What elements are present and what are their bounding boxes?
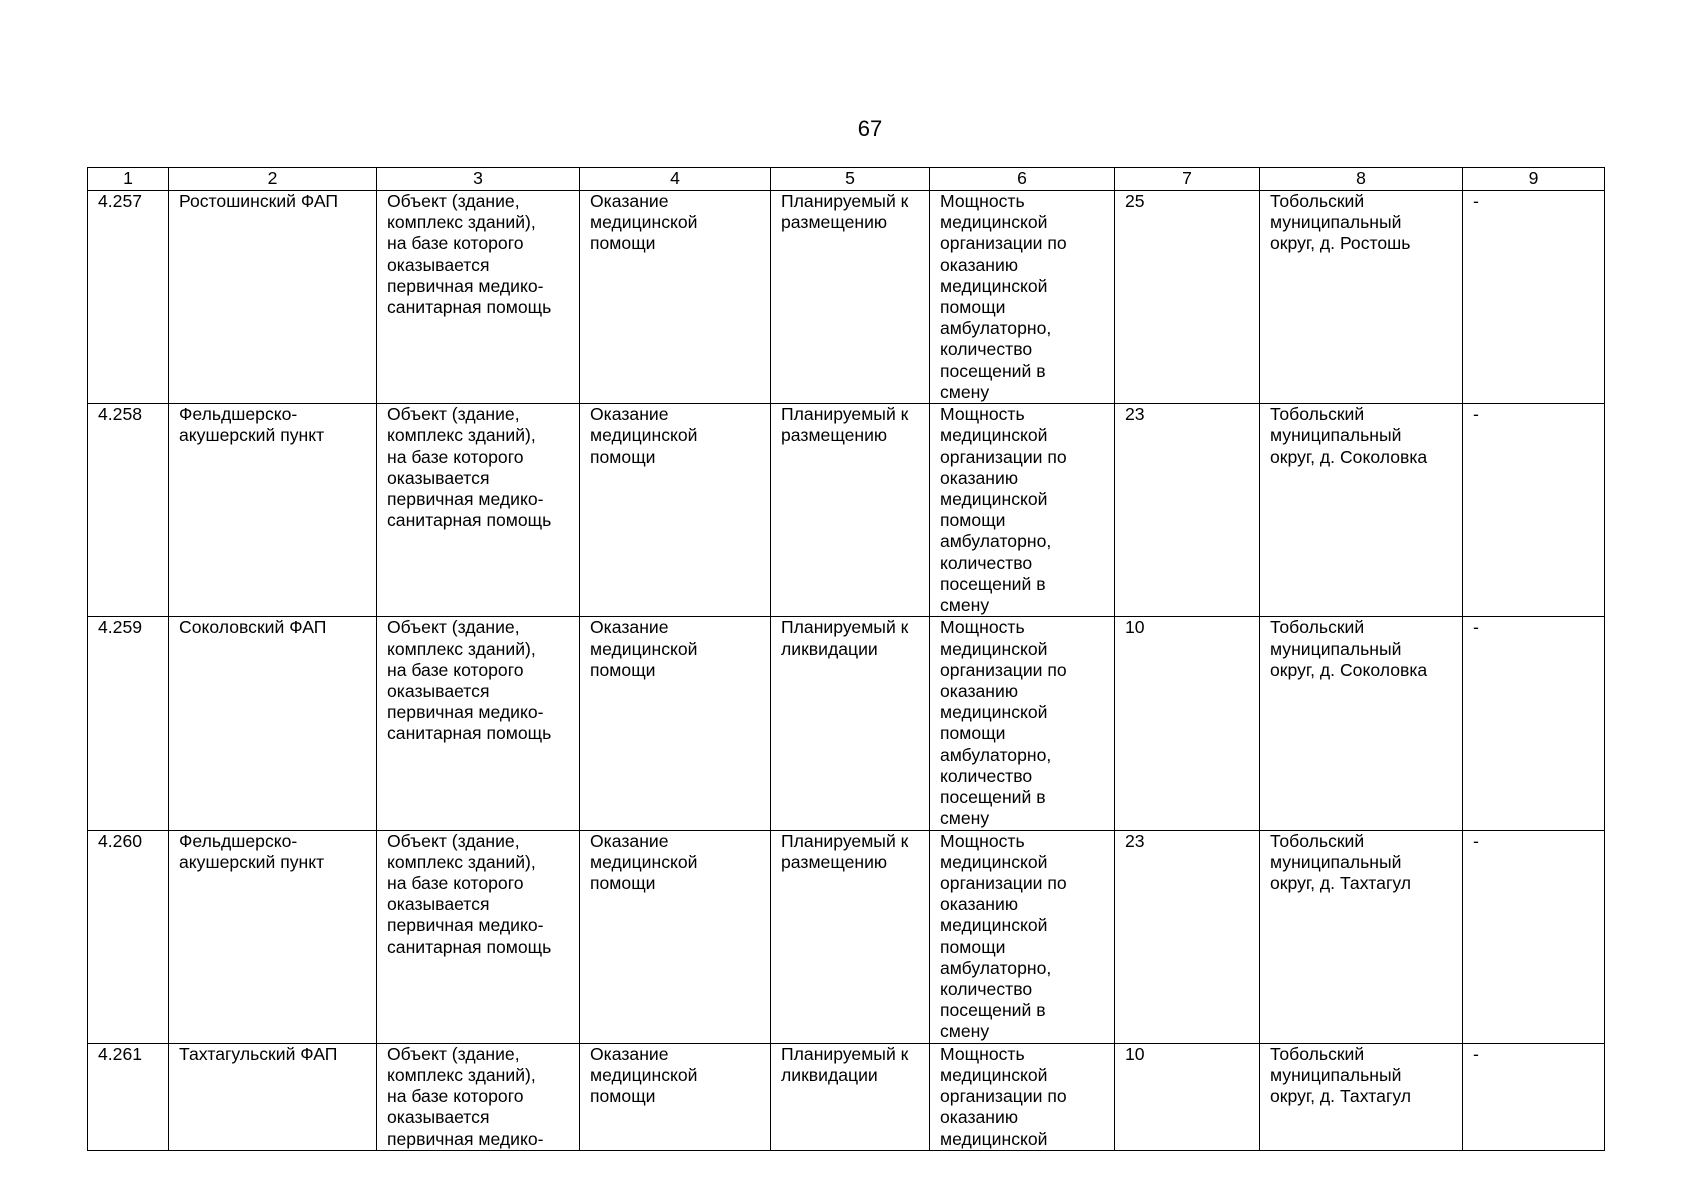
row-id: 4.261 [88, 1043, 169, 1150]
header-cell-2: 2 [169, 168, 377, 191]
row-name: Фельдшерско- акушерский пункт [169, 830, 377, 1043]
table-row [88, 1043, 1605, 1150]
row-value: 10 [1115, 1043, 1260, 1150]
row-type: Объект (здание, комплекс зданий), на базе которого оказывается первичная медико- санитарная помощь [377, 617, 580, 830]
row-status: Планируемый к ликвидации [771, 1043, 930, 1150]
row-location: Тобольский муниципальный округ, д. Тахтагул [1260, 830, 1463, 1043]
row-purpose: Оказание медицинской помощи [580, 830, 771, 1043]
header-cell-9: 9 [1463, 168, 1605, 191]
table-row [88, 830, 1605, 1043]
row-value: 25 [1115, 191, 1260, 404]
row-name: Ростошинский ФАП [169, 191, 377, 404]
header-row [88, 168, 1605, 191]
row-name: Тахтагульский ФАП [169, 1043, 377, 1150]
row-id: 4.258 [88, 404, 169, 617]
header-cell-6: 6 [930, 168, 1115, 191]
row-location: Тобольский муниципальный округ, д. Тахтагул [1260, 1043, 1463, 1150]
header-cell-5: 5 [771, 168, 930, 191]
row-purpose: Оказание медицинской помощи [580, 404, 771, 617]
objects-table [87, 167, 1605, 1151]
table-row [88, 404, 1605, 617]
row-status: Планируемый к размещению [771, 191, 930, 404]
row-type: Объект (здание, комплекс зданий), на базе которого оказывается первичная медико- санитарная помощь [377, 404, 580, 617]
header-cell-4: 4 [580, 168, 771, 191]
row-value: 23 [1115, 404, 1260, 617]
row-purpose: Оказание медицинской помощи [580, 1043, 771, 1150]
row-zone: - [1463, 404, 1605, 617]
row-characteristic-cell [930, 1043, 1115, 1150]
row-characteristic: Мощность медицинской организации по оказанию медицинской помощи амбулаторно, количество посещений в смену [930, 404, 1115, 617]
row-location: Тобольский муниципальный округ, д. Ростошь [1260, 191, 1463, 404]
row-characteristic: Мощность медицинской организации по оказанию медицинской [940, 1043, 1067, 1149]
row-value: 23 [1115, 830, 1260, 1043]
row-purpose: Оказание медицинской помощи [580, 191, 771, 404]
header-cell-8: 8 [1260, 168, 1463, 191]
row-location: Тобольский муниципальный округ, д. Соколовка [1260, 404, 1463, 617]
table-row [88, 191, 1605, 404]
row-id: 4.259 [88, 617, 169, 830]
page-number: 67 [857, 116, 883, 141]
row-purpose: Оказание медицинской помощи [580, 617, 771, 830]
row-characteristic: Мощность медицинской организации по оказанию медицинской помощи амбулаторно, количество посещений в смену [930, 191, 1115, 404]
row-status: Планируемый к ликвидации [771, 617, 930, 830]
header-cell-7: 7 [1115, 168, 1260, 191]
row-location: Тобольский муниципальный округ, д. Соколовка [1260, 617, 1463, 830]
header-cell-1: 1 [88, 168, 169, 191]
table-row [88, 617, 1605, 830]
row-id: 4.257 [88, 191, 169, 404]
row-type-cell [377, 1043, 580, 1150]
row-type: Объект (здание, комплекс зданий), на базе которого оказывается первичная медико- санитарная помощь [377, 191, 580, 404]
row-id: 4.260 [88, 830, 169, 1043]
row-zone: - [1463, 830, 1605, 1043]
header-cell-3: 3 [377, 168, 580, 191]
row-characteristic: Мощность медицинской организации по оказанию медицинской помощи амбулаторно, количество посещений в смену [930, 830, 1115, 1043]
row-type: Объект (здание, комплекс зданий), на базе которого оказывается первичная медико- [387, 1043, 544, 1149]
row-characteristic: Мощность медицинской организации по оказанию медицинской помощи амбулаторно, количество посещений в смену [930, 617, 1115, 830]
row-zone: - [1463, 617, 1605, 830]
table-header [88, 168, 1605, 191]
row-name: Фельдшерско- акушерский пункт [169, 404, 377, 617]
row-value: 10 [1115, 617, 1260, 830]
row-name: Соколовский ФАП [169, 617, 377, 830]
row-type: Объект (здание, комплекс зданий), на базе которого оказывается первичная медико- санитарная помощь [377, 830, 580, 1043]
row-status: Планируемый к размещению [771, 830, 930, 1043]
row-zone: - [1463, 1043, 1605, 1150]
row-zone: - [1463, 191, 1605, 404]
row-status: Планируемый к размещению [771, 404, 930, 617]
